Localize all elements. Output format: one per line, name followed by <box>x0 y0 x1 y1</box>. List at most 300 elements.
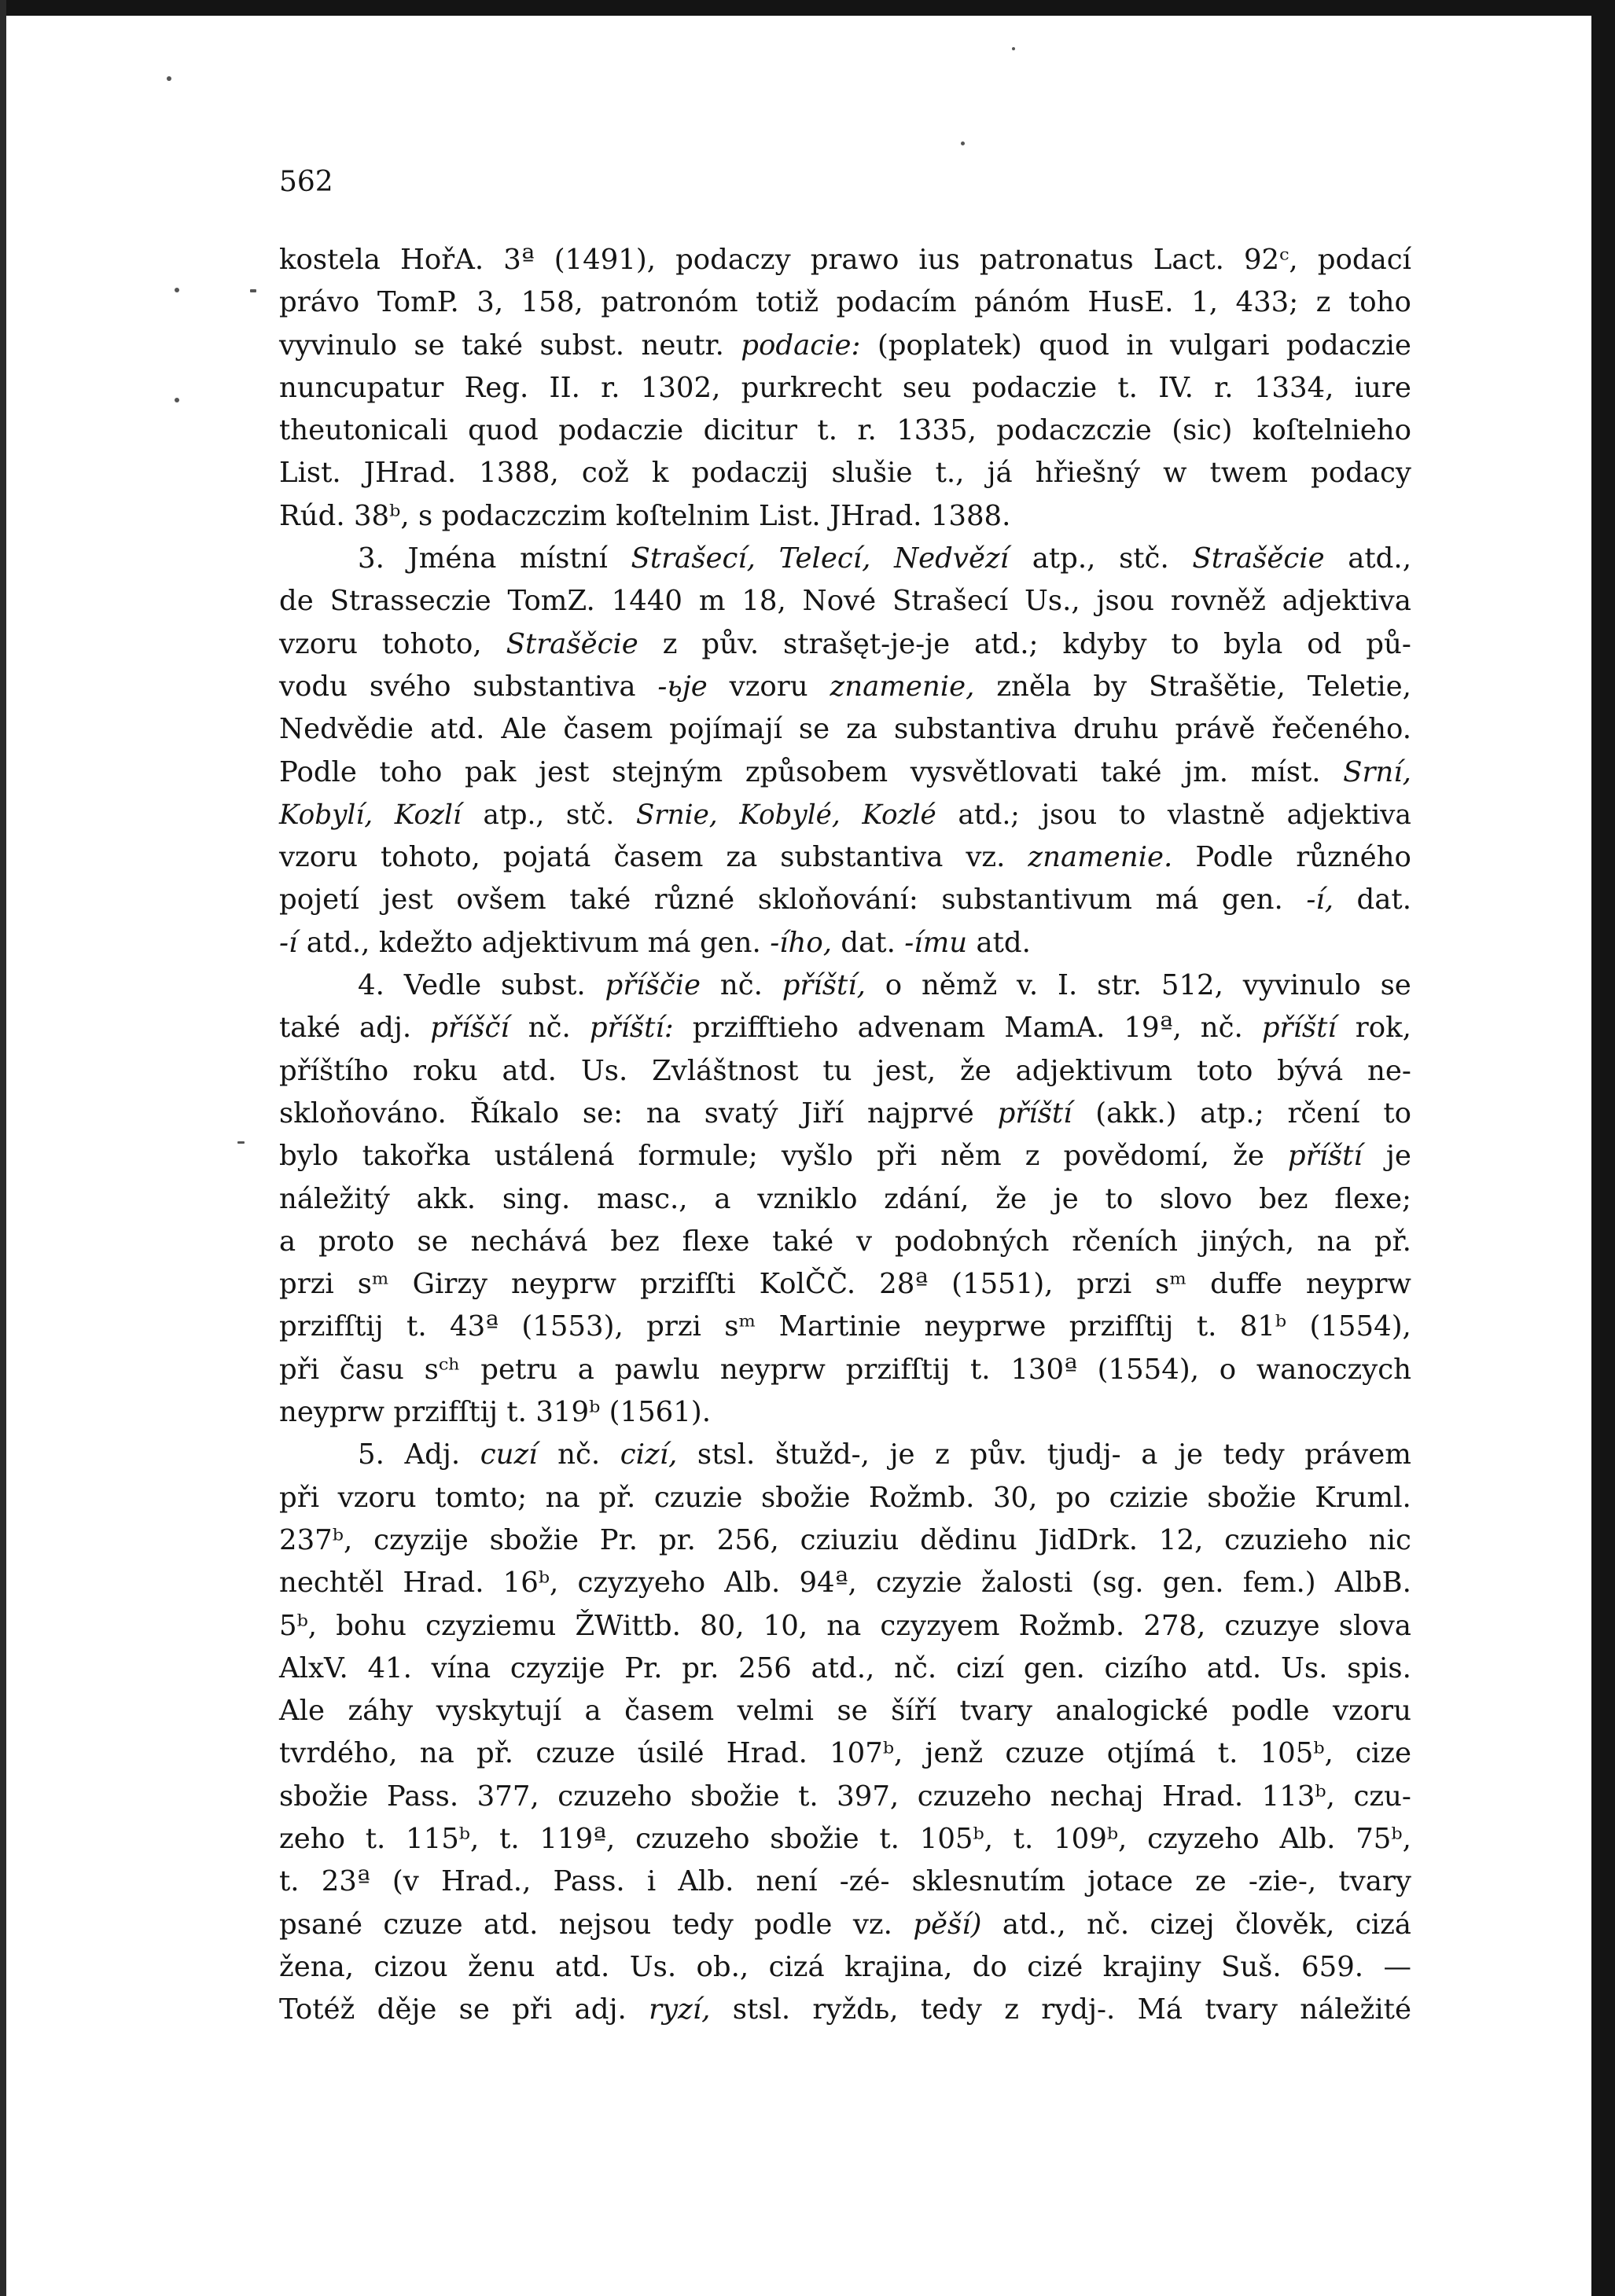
word: cizí <box>955 1651 1005 1684</box>
word: a <box>714 1182 731 1215</box>
word: ryždь, <box>812 1993 899 2026</box>
word: 319ᵇ <box>535 1396 601 1429</box>
word: 10, <box>763 1609 808 1642</box>
scan-border-top <box>0 0 1615 16</box>
text-line <box>279 410 1411 452</box>
word: Jiří <box>801 1097 844 1130</box>
word: řečeného. <box>1271 713 1411 746</box>
word: TomP. <box>377 286 459 319</box>
word: JidDrk. <box>1038 1523 1139 1556</box>
word: tvary <box>959 1695 1033 1728</box>
word: KolČČ. <box>759 1268 856 1301</box>
word: t. <box>879 1822 899 1855</box>
text-line <box>279 239 1411 281</box>
word: tu <box>822 1054 852 1087</box>
word: roku <box>412 1054 478 1087</box>
word: a <box>577 1353 594 1386</box>
word: -í, <box>1306 884 1334 917</box>
word: právo <box>279 286 360 319</box>
word: 5. <box>358 1438 384 1471</box>
word: zněla <box>996 670 1072 703</box>
word: tvary <box>1205 1993 1278 2026</box>
word: vzoru <box>279 627 358 660</box>
word: Girzy <box>412 1268 488 1301</box>
word: po <box>1055 1481 1091 1514</box>
word-space <box>498 1391 506 1434</box>
word: Us., <box>1024 585 1080 618</box>
word: místní <box>520 542 608 575</box>
word: krajiny <box>1102 1950 1201 1983</box>
word: jest <box>382 884 433 917</box>
word: i <box>646 1865 657 1898</box>
word: jsou <box>1096 585 1154 618</box>
word: ze <box>1195 1865 1227 1898</box>
word: r. <box>1214 371 1234 404</box>
word: člověk, <box>1234 1908 1335 1941</box>
word: patronóm <box>601 286 738 319</box>
word: proto <box>318 1225 395 1258</box>
word: t. <box>279 1865 300 1898</box>
word: patronatus <box>979 244 1134 276</box>
word: by <box>1093 670 1128 703</box>
word: flexe; <box>1334 1182 1411 1215</box>
word: sᵐ <box>1155 1268 1187 1301</box>
word: tvrdého, <box>279 1737 398 1770</box>
word: Lact. <box>1153 244 1224 276</box>
word: žena, <box>279 1950 355 1983</box>
word: není <box>756 1865 818 1898</box>
word: flexe <box>682 1225 750 1258</box>
word: příští <box>1261 1012 1337 1045</box>
word: ob., <box>696 1950 749 1983</box>
word: 158, <box>521 286 583 319</box>
word: rčeních <box>1072 1225 1179 1258</box>
word: subst. <box>501 969 586 1002</box>
word: příští <box>1287 1140 1363 1173</box>
word: t. <box>499 1822 520 1855</box>
word: Strašěcie <box>1192 542 1325 575</box>
word: r. <box>857 414 877 447</box>
word: tomto; <box>435 1481 528 1514</box>
word: Reg. <box>464 371 529 404</box>
word: stejným <box>612 755 723 788</box>
word: dat. <box>841 926 896 959</box>
word: o <box>885 969 903 1002</box>
word: 105ᵇ, <box>1260 1737 1334 1770</box>
word: pawlu <box>614 1353 701 1386</box>
word: czyzyeho <box>577 1567 706 1600</box>
word: czuzeho <box>557 1780 672 1813</box>
word: němž <box>921 969 998 1002</box>
text-line <box>279 1732 1411 1775</box>
word: 256, <box>716 1523 779 1556</box>
word: str. <box>1097 969 1142 1002</box>
word: czyzeho <box>1147 1822 1260 1855</box>
word: 1388. <box>930 499 1011 532</box>
word: vyšlo <box>781 1140 853 1173</box>
word: MamA. <box>1004 1012 1105 1045</box>
text-line <box>279 1648 1411 1690</box>
word: czuze <box>383 1908 463 1941</box>
word: tedy <box>1223 1438 1285 1471</box>
word-space <box>370 922 378 964</box>
word: nč. <box>528 1012 571 1045</box>
word: k <box>651 457 669 490</box>
word-space <box>750 495 759 538</box>
word: cizej <box>1150 1908 1215 1941</box>
text-line <box>279 708 1411 751</box>
word: AlxV. <box>279 1651 348 1684</box>
word: atd.; <box>958 799 1020 831</box>
word: na <box>419 1737 454 1770</box>
word: pů- <box>1366 627 1411 660</box>
word: 109ᵇ, <box>1054 1822 1128 1855</box>
word: na <box>826 1609 862 1642</box>
word: různé <box>653 884 735 917</box>
scan-speck <box>175 288 179 292</box>
word: Hrad. <box>726 1737 808 1770</box>
word: se: <box>582 1097 624 1130</box>
text-line <box>279 623 1411 666</box>
word: Strašěcie <box>506 627 638 660</box>
word: podaczczie <box>996 414 1152 447</box>
word-space <box>761 922 770 964</box>
word: cziuziu <box>800 1523 899 1556</box>
word: czuze <box>1005 1737 1085 1770</box>
word: przifftieho <box>692 1012 839 1045</box>
word: rydj-. <box>1041 1993 1116 2026</box>
word: sᵐ <box>357 1268 389 1301</box>
word: je <box>889 1438 915 1471</box>
word: vyvinulo <box>279 329 397 362</box>
word: 105ᵇ, <box>919 1822 993 1855</box>
text-line <box>279 1477 1411 1519</box>
word: Kozlí <box>394 799 462 831</box>
word: rčení <box>1287 1097 1360 1130</box>
word: otjímá <box>1106 1737 1196 1770</box>
word: 75ᵇ, <box>1356 1822 1411 1855</box>
word: jm. <box>1184 755 1229 788</box>
word: Říkalo <box>469 1097 560 1130</box>
word: czuzieho <box>1224 1523 1348 1556</box>
word: Pass. <box>553 1865 625 1898</box>
word: se <box>414 329 445 362</box>
word: (sg. <box>1091 1567 1144 1600</box>
word: ustálená <box>494 1140 615 1173</box>
text-line <box>279 495 1411 538</box>
word: pr. <box>658 1523 696 1556</box>
word: IV. <box>1158 371 1194 404</box>
word: bývá <box>1277 1054 1344 1087</box>
word: wanoczych <box>1256 1353 1411 1386</box>
word: Rúd. <box>279 499 345 532</box>
word: Pr. <box>624 1651 663 1684</box>
page-number: 562 <box>279 166 333 198</box>
word: r. <box>601 371 620 404</box>
word: atd. <box>484 1908 539 1941</box>
word: theutonicali <box>279 414 448 447</box>
word: advenam <box>857 1012 986 1045</box>
word-space <box>384 1391 393 1434</box>
text-line <box>279 794 1411 836</box>
word: sklesnutím <box>911 1865 1065 1898</box>
word: sbožie <box>770 1822 859 1855</box>
word: 278, <box>1143 1609 1206 1642</box>
word: Alb. <box>678 1865 734 1898</box>
text-line <box>279 538 1411 580</box>
word: svatý <box>704 1097 778 1130</box>
word: časem <box>624 1695 715 1728</box>
word: Má <box>1137 1993 1183 2026</box>
word: t. <box>798 1780 819 1813</box>
word: já <box>987 457 1013 490</box>
word: pánóm <box>974 286 1070 319</box>
word: t. <box>365 1822 386 1855</box>
word: petru <box>480 1353 558 1386</box>
word: takořka <box>362 1140 471 1173</box>
word-space <box>821 495 830 538</box>
text-line <box>279 836 1411 879</box>
word: adj. <box>574 1993 627 2026</box>
scan-speck <box>961 141 965 145</box>
word: gen. <box>1162 1567 1224 1600</box>
word: také <box>462 329 524 362</box>
word: Podle <box>279 755 357 788</box>
word: nechtěl <box>279 1567 384 1600</box>
word-space <box>527 1391 535 1434</box>
word: míst. <box>1250 755 1321 788</box>
word: czuze <box>535 1737 616 1770</box>
word: 119ª, <box>539 1822 616 1855</box>
word: svého <box>369 670 451 703</box>
word: něm <box>940 1140 1002 1173</box>
word: dicitur <box>703 414 797 447</box>
word: 1334, <box>1253 371 1334 404</box>
word: przifſtij <box>393 1396 498 1429</box>
word: žalosti <box>980 1567 1073 1600</box>
text-line <box>279 1178 1411 1221</box>
word: se <box>798 713 830 746</box>
word: czuzie <box>653 1481 743 1514</box>
scan-speck <box>237 1141 245 1144</box>
word: vysvětlovati <box>910 755 1078 788</box>
text-line <box>279 1946 1411 1989</box>
word: -í <box>279 926 298 959</box>
word: bez <box>1259 1182 1308 1215</box>
text-line <box>279 666 1411 708</box>
word: Pass. <box>386 1780 459 1813</box>
text-line <box>279 1562 1411 1604</box>
word: pojetí <box>279 884 359 917</box>
word: 433; <box>1235 286 1299 319</box>
word: na <box>545 1481 580 1514</box>
word: atd. <box>554 1950 610 1983</box>
word: vzoru <box>1332 1695 1411 1728</box>
word: vz. <box>966 841 1006 874</box>
word: przi <box>1076 1268 1132 1301</box>
word: twem <box>1209 457 1288 490</box>
word: Srnie, <box>635 799 718 831</box>
word: Strašecí <box>892 585 1009 618</box>
word: stč. <box>1119 542 1169 575</box>
word: bez <box>610 1225 660 1258</box>
word: czuzye <box>1224 1609 1320 1642</box>
word: przifſtij <box>845 1353 951 1386</box>
word: a <box>1141 1438 1158 1471</box>
word: vyskytují <box>436 1695 562 1728</box>
word: (1554), <box>1309 1310 1411 1343</box>
word: pěší) <box>913 1908 982 1941</box>
word: Adj. <box>404 1438 461 1471</box>
word: 41. <box>367 1651 412 1684</box>
word: — <box>1383 1950 1411 1983</box>
word: (1554), <box>1097 1353 1199 1386</box>
word: czuzeho <box>917 1780 1032 1813</box>
word: Suš. <box>1220 1950 1282 1983</box>
text-line <box>279 1818 1411 1861</box>
word: HusE. <box>1087 286 1174 319</box>
word: v. <box>1017 969 1039 1002</box>
word: sbožie <box>279 1780 369 1813</box>
word: skloňováno. <box>279 1097 447 1130</box>
word: seu <box>902 371 951 404</box>
word: t. <box>1196 1310 1217 1343</box>
word: masc., <box>597 1182 688 1215</box>
word: podacím <box>836 286 957 319</box>
word-space <box>896 922 904 964</box>
word: purkrecht <box>741 371 882 404</box>
word: 30, <box>992 1481 1038 1514</box>
word: in <box>1126 329 1153 362</box>
word: Alb. <box>724 1567 781 1600</box>
word: Srní, <box>1343 755 1411 788</box>
word: druhu <box>1073 713 1159 746</box>
word: ryzí, <box>649 1993 711 2026</box>
word: podaczie <box>1286 329 1411 362</box>
word: vlastně <box>1167 799 1266 831</box>
text-line <box>279 1306 1411 1348</box>
word: 94ª, <box>799 1567 857 1600</box>
word: se <box>1380 969 1411 1002</box>
word: sbožie <box>690 1780 780 1813</box>
word: nuncupatur <box>279 371 444 404</box>
word: (v <box>392 1865 419 1898</box>
word: Strašětie, <box>1148 670 1286 703</box>
word: atd. <box>1206 1651 1262 1684</box>
word: atd., <box>1002 1908 1066 1941</box>
word: t. <box>407 1310 427 1343</box>
word: (1553), <box>521 1310 624 1343</box>
word: adjektiva <box>1286 799 1411 831</box>
word-space <box>691 922 700 964</box>
word: II. <box>549 371 580 404</box>
word: stsl. <box>732 1993 791 2026</box>
word: List. <box>279 457 341 490</box>
word: hřiešný <box>1035 457 1141 490</box>
word: atd. <box>429 713 485 746</box>
word: skloňování: <box>757 884 918 917</box>
word-space <box>922 495 930 538</box>
word: příští, <box>782 969 866 1002</box>
book-page <box>279 165 1411 2209</box>
text-line <box>279 1605 1411 1648</box>
word: 38ᵇ, <box>353 499 410 532</box>
word: 237ᵇ, <box>279 1523 353 1556</box>
word: t. <box>1217 1737 1238 1770</box>
word: substantiva <box>894 713 1058 746</box>
word: stč. <box>565 799 615 831</box>
word: atp.; <box>1200 1097 1264 1130</box>
word: gen. <box>1023 1651 1085 1684</box>
word: nechaj <box>1050 1780 1144 1813</box>
word: jotace <box>1087 1865 1173 1898</box>
word: na <box>646 1097 681 1130</box>
word: kdyby <box>1062 627 1147 660</box>
word: Hrad. <box>403 1567 484 1600</box>
word: př. <box>476 1737 514 1770</box>
word: czuzeho <box>635 1822 750 1855</box>
word: adj. <box>359 1012 412 1045</box>
word: Kozlé <box>862 799 936 831</box>
word: prawo <box>810 244 899 276</box>
scan-speck <box>167 76 171 81</box>
word: podacy <box>1310 457 1411 490</box>
text-line <box>279 1519 1411 1562</box>
word: různého <box>1296 841 1411 874</box>
word: vzniklo <box>757 1182 858 1215</box>
word: atp., <box>1032 542 1096 575</box>
word: nč. <box>894 1651 937 1684</box>
text-line <box>279 964 1411 1007</box>
word: przifſtij <box>279 1310 384 1343</box>
word: při <box>877 1140 918 1173</box>
word: Kobylí, <box>279 799 373 831</box>
word: Podle <box>1195 841 1274 874</box>
word: 113ᵇ, <box>1261 1780 1335 1813</box>
word: quod <box>468 414 539 447</box>
word: 1, <box>1191 286 1218 319</box>
word: to <box>1383 1097 1411 1130</box>
word: podacie: <box>741 329 861 362</box>
word: List. <box>759 499 821 532</box>
word: -ího, <box>770 926 833 959</box>
word: TomZ. <box>507 585 595 618</box>
text-line <box>279 1861 1411 1903</box>
word: také <box>279 1012 340 1045</box>
word: nč. <box>719 969 763 1002</box>
word: strašęt-je-je <box>783 627 951 660</box>
word-space <box>607 495 616 538</box>
word: nč. <box>557 1438 601 1471</box>
word: neyprw <box>279 1396 385 1429</box>
text-line <box>279 1904 1411 1946</box>
word: rok, <box>1355 1012 1411 1045</box>
word: HořA. <box>399 244 484 276</box>
word: náležitý <box>279 1182 390 1215</box>
word: Strašecí, <box>631 542 756 575</box>
word: z <box>662 627 678 660</box>
word: totiž <box>756 286 819 319</box>
word: cizí, <box>620 1438 678 1471</box>
word: AlbB. <box>1334 1567 1411 1600</box>
word: (poplatek) <box>877 329 1022 362</box>
word: časem <box>563 713 653 746</box>
word: Teletie, <box>1307 670 1411 703</box>
word: příščie <box>605 969 701 1002</box>
word: neutr. <box>641 329 724 362</box>
word: a <box>584 1695 601 1728</box>
word: podaczczim <box>441 499 607 532</box>
